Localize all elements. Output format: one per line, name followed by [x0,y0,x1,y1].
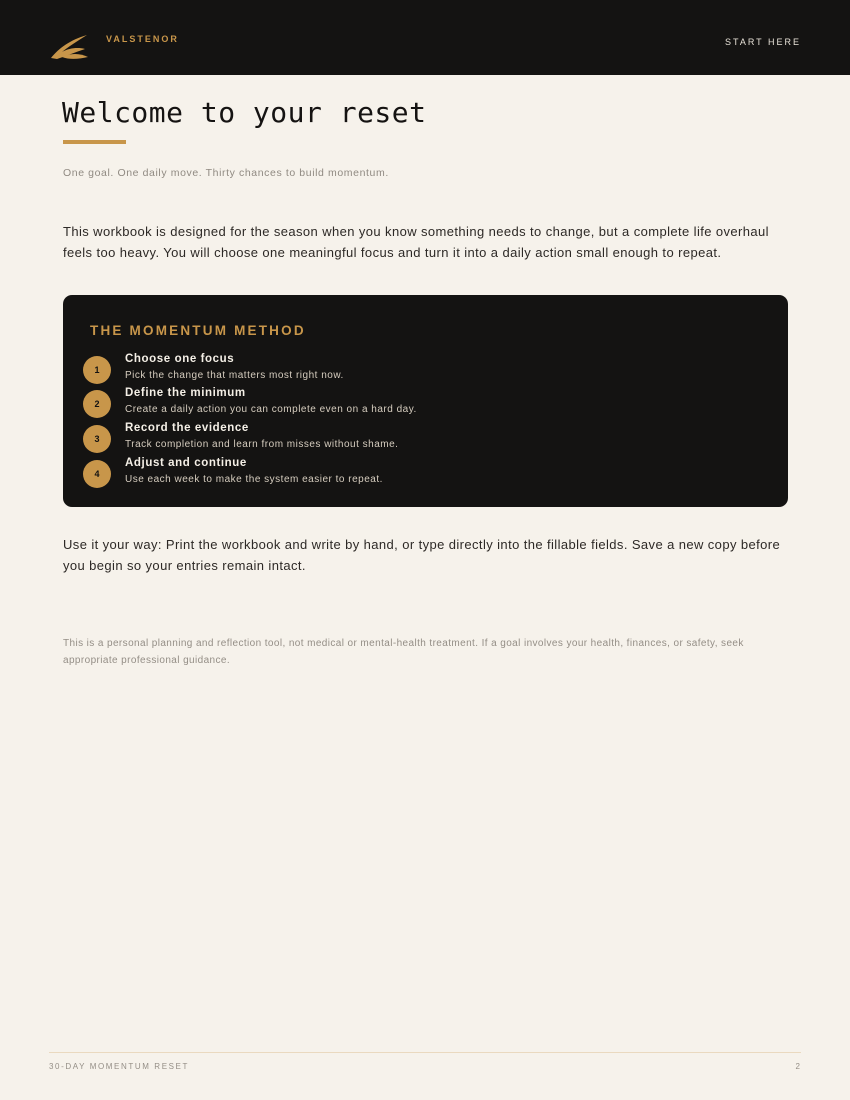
step-title: Record the evidence [125,422,249,434]
step-number-badge: 4 [83,460,111,488]
footer-title: 30-DAY MOMENTUM RESET [49,1062,189,1071]
page-title: Welcome to your reset [62,96,427,129]
method-step [83,353,763,390]
method-step [83,387,763,424]
disclaimer-note: This is a personal planning and reflection tool, not medical or mental-health treatment. If a goal involves your health, finances, or safety, seek appropriate professional guidance. [63,638,744,666]
step-number-badge: 3 [83,425,111,453]
step-description: Track completion and learn from misses without shame. [125,439,399,450]
step-number-badge: 1 [83,356,111,384]
step-title: Choose one focus [125,353,235,365]
step-description: Create a daily action you can complete even on a hard day. [125,404,417,415]
page-number: 2 [795,1062,801,1071]
brand-name: VALSTENOR [106,34,179,44]
intro-paragraph: This workbook is designed for the season when you know something needs to change, but a complete life overhaul feels too heavy. You will choose one meaningful focus and turn it into a daily action small enough to repeat. [63,224,769,260]
top-bar [0,0,850,75]
title-underline [63,140,126,144]
step-title: Adjust and continue [125,457,247,469]
wing-logo-icon [48,30,92,62]
step-number-badge: 2 [83,390,111,418]
step-description: Pick the change that matters most right now. [125,370,344,381]
page-subtitle: One goal. One daily move. Thirty chances to build momentum. [63,167,389,179]
momentum-method-panel [63,295,788,507]
footer-divider [49,1052,801,1053]
method-step [83,457,763,494]
usage-paragraph: Use it your way: Print the workbook and write by hand, or type directly into the fillable fields. Save a new copy before you begin so your entries remain intact. [63,537,781,573]
method-heading: THE MOMENTUM METHOD [90,323,306,338]
step-title: Define the minimum [125,387,246,399]
step-description: Use each week to make the system easier to repeat. [125,474,383,485]
start-here-link[interactable]: START HERE [724,37,801,47]
method-step [83,422,763,459]
